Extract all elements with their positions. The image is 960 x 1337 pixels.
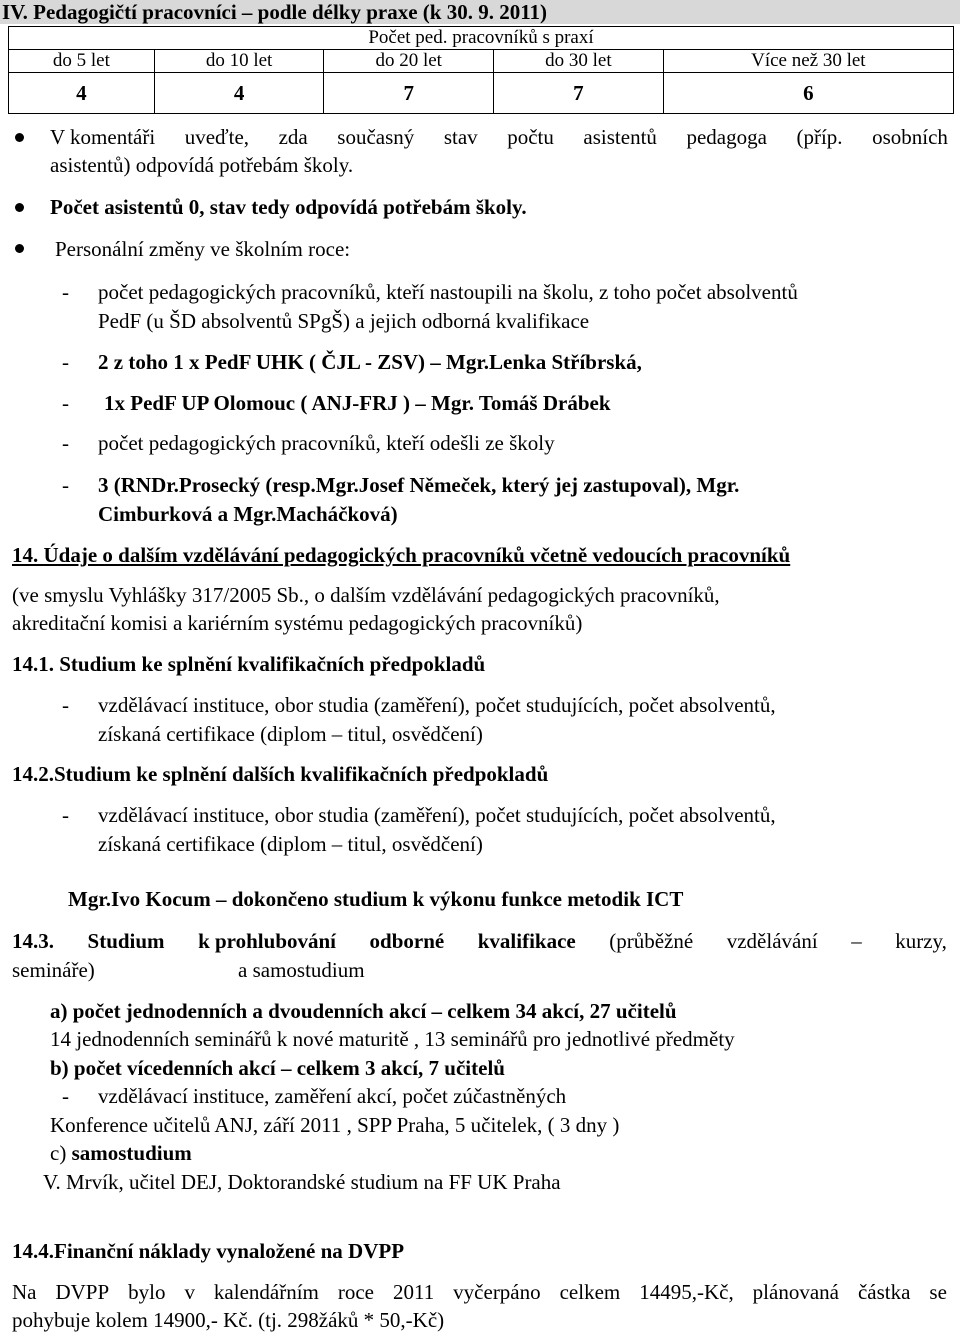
dash: - [62,693,69,717]
dash: - [62,391,69,415]
table-header: do 20 let [324,50,494,73]
section-14-note-2: akreditační komisi a kariérním systému pedagogických pracovníků) [12,611,583,635]
changes-line-1b: PedF (u ŠD absolventů SPgŠ) a jejich odborná kvalifikace [98,309,590,333]
a-line: a) počet jednodenních a dvoudenních akcí – celkem 34 akcí, 27 učitelů [50,999,677,1023]
c-line [50,1140,192,1167]
section-14-note-1: (ve smyslu Vyhlášky 317/2005 Sb., o dalším vzdělávání pedagogických pracovníků, [12,583,720,607]
dash: - [62,431,69,455]
bullet-icon [15,133,24,142]
kocum-line: Mgr.Ivo Kocum – dokončeno studium k výkonu funkce metodik ICT [68,887,684,911]
c-prefix: c) [50,1141,67,1165]
b-line: b) počet vícedenních akcí – celkem 3 akcí, 7 učitelů [50,1056,505,1080]
table-caption: Počet ped. pracovníků s praxí [9,27,954,50]
conference-line: Konference učitelů ANJ, září 2011 , SPP Praha, 5 učitelek, ( 3 dny ) [50,1113,620,1137]
table-value: 6 [663,73,953,114]
table-value: 4 [9,73,155,114]
bullet-icon [15,203,24,212]
table-header: Více než 30 let [663,50,953,73]
section-14-3-line-2a: semináře) [12,958,95,982]
bullet-1-line-2: asistentů) odpovídá potřebám školy. [50,153,354,177]
dash: - [62,803,69,827]
dash: - [62,350,69,374]
bullet-1-line-1: V komentáři uveďte, zda současný stav počtu asistentů pedagoga (příp. osobních [50,125,948,149]
bullet-2: Počet asistentů 0, stav tedy odpovídá potřebám školy. [50,195,527,219]
changes-line-2: 2 z toho 1 x PedF UHK ( ČJL - ZSV) – Mgr.Lenka Stříbrská, [98,350,642,374]
table-value: 4 [154,73,324,114]
changes-line-4: počet pedagogických pracovníků, kteří odešli ze školy [98,431,555,455]
section-14-1-title: 14.1. Studium ke splnění kvalifikačních předpokladů [12,652,486,676]
a-detail: 14 jednodenních seminářů k nové maturitě , 13 seminářů pro jednotlivé předměty [50,1027,735,1051]
c-detail: V. Mrvík, učitel DEJ, Doktorandské studium na FF UK Praha [43,1170,561,1194]
section-14-3-title: 14.3. Studium k prohlubování odborné kvalifikace (průběžné vzdělávání – kurzy, [12,929,947,953]
section-14-1-line-1: vzdělávací instituce, obor studia (zaměření), počet studujících, počet absolventů, [98,693,776,717]
dash: - [62,1084,69,1108]
bullet-icon [15,244,24,253]
section-14-2-line-1: vzdělávací instituce, obor studia (zaměření), počet studujících, počet absolventů, [98,803,776,827]
section-title: IV. Pedagogičtí pracovníci – podle délky praxe (k 30. 9. 2011) [2,0,548,24]
table-value: 7 [324,73,494,114]
changes-line-5a: 3 (RNDr.Prosecký (resp.Mgr.Josef Němeček, který jej zastupoval), Mgr. [98,473,740,497]
section-14-2-title: 14.2.Studium ke splnění dalších kvalifikačních předpokladů [12,762,549,786]
table-header: do 5 let [9,50,155,73]
section-14-4-title: 14.4.Finanční náklady vynaložené na DVPP [12,1239,405,1263]
b-detail: vzdělávací instituce, zaměření akcí, počet zúčastněných [98,1084,567,1108]
changes-line-5b: Cimburková a Mgr.Macháčková) [98,502,398,526]
section-14-3-line-2b: a samostudium [238,958,365,982]
table-value: 7 [494,73,664,114]
section-14-4-line-2: pohybuje kolem 14900,- Kč. (tj. 298žáků * 50,-Kč) [12,1308,445,1332]
c-label: samostudium [71,1141,192,1165]
changes-line-3: 1x PedF UP Olomouc ( ANJ-FRJ ) – Mgr. Tomáš Drábek [104,391,611,415]
dash: - [62,473,69,497]
section-14-1-line-2: získaná certifikace (diplom – titul, osvědčení) [98,722,483,746]
experience-table [8,26,954,114]
bullet-3: Personální změny ve školním roce: [55,237,351,261]
table-header: do 30 let [494,50,664,73]
section-14-4-line-1: Na DVPP bylo v kalendářním roce 2011 vyčerpáno celkem 14495,-Kč, plánovaná částka se [12,1280,947,1304]
table-header: do 10 let [154,50,324,73]
section-14-2-line-2: získaná certifikace (diplom – titul, osvědčení) [98,832,483,856]
dash: - [62,280,69,304]
section-14-title: 14. Údaje o dalším vzdělávání pedagogických pracovníků včetně vedoucích pracovníků [12,543,791,567]
changes-line-1a: počet pedagogických pracovníků, kteří nastoupili na školu, z toho počet absolventů [98,280,798,304]
